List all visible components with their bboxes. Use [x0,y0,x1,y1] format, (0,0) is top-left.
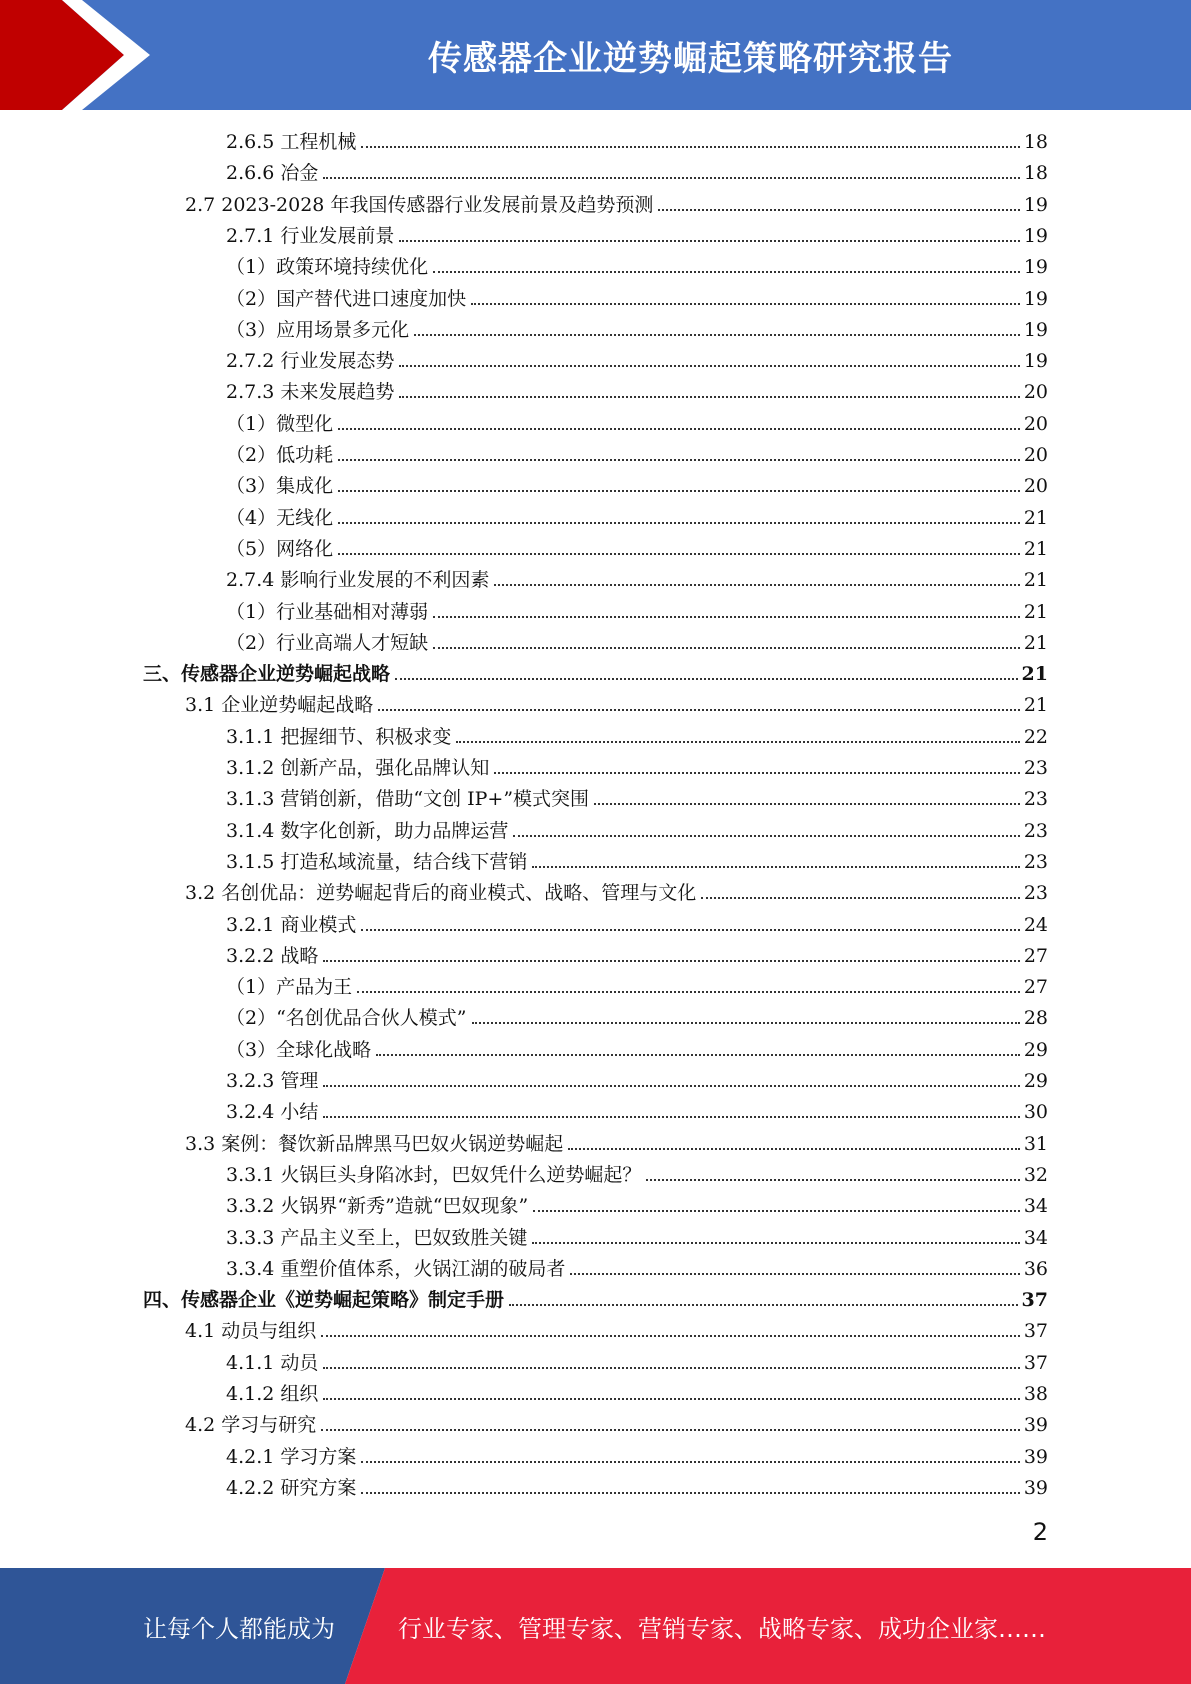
toc-entry[interactable] [185,690,1048,721]
toc-dot-leader [414,333,1020,336]
toc-entry[interactable] [226,284,1048,315]
toc-entry-title: 3.2.2 战略 [226,944,319,967]
toc-dot-leader [338,458,1020,461]
toc-dot-leader [399,364,1019,367]
toc-entry-page: 39 [1023,1445,1048,1468]
toc-dot-leader [361,145,1019,148]
toc-entry-page: 23 [1023,819,1048,842]
toc-entry[interactable] [226,1223,1048,1254]
toc-entry[interactable] [226,534,1048,565]
toc-dot-leader [395,677,1018,680]
toc-dot-leader [338,489,1020,492]
toc-entry-title: （2）低功耗 [226,444,334,466]
toc-dot-leader [570,1272,1019,1275]
toc-entry-page: 39 [1023,1476,1048,1499]
toc-entry[interactable] [143,1285,1048,1316]
toc-dot-leader [533,1209,1020,1212]
toc-entry-title: 三、传感器企业逆势崛起战略 [143,663,391,686]
toc-dot-leader [338,521,1020,524]
toc-entry-title: 2.6.6 冶金 [226,162,319,185]
toc-entry-title: 2.7.1 行业发展前景 [226,224,395,247]
toc-dot-leader [338,552,1020,555]
toc-dot-leader [513,834,1019,837]
toc-entry[interactable] [226,1191,1048,1222]
toc-dot-leader [701,896,1020,899]
toc-entry-title: 3.3.2 火锅界“新秀”造就“巴奴现象” [226,1195,529,1218]
toc-dot-leader [323,176,1019,179]
toc-entry-title: （1）产品为王 [226,976,353,999]
toc-dot-leader [399,239,1019,242]
toc-entry[interactable] [226,1003,1048,1034]
toc-entry[interactable] [226,471,1048,502]
toc-entry-page: 37 [1023,1351,1048,1374]
toc-dot-leader [321,1428,1020,1431]
toc-dot-leader [494,583,1019,586]
toc-entry[interactable] [226,1097,1048,1128]
toc-entry-title: （1）政策环境持续优化 [226,256,429,279]
footer-slogan: 让每个人都能成为 [143,1614,335,1643]
toc-dot-leader [532,865,1019,868]
toc-entry-page: 30 [1023,1101,1048,1124]
toc-entry-page: 37 [1021,1289,1048,1312]
toc-entry[interactable] [226,409,1048,440]
toc-entry-title: 3.3.1 火锅巨头身陷冰封，巴奴凭什么逆势崛起？ [226,1163,642,1186]
toc-entry-page: 18 [1023,162,1048,185]
toc-entry[interactable] [226,440,1048,471]
toc-entry-page: 27 [1023,976,1048,999]
toc-dot-leader [646,1178,1019,1181]
toc-dot-leader [361,1460,1019,1463]
toc-entry-title: （3）应用场景多元化 [226,318,410,341]
toc-entry-title: （1）微型化 [226,412,334,435]
toc-entry-title: 四、传感器企业《逆势崛起策略》制定手册 [143,1289,505,1312]
toc-entry-title: 2.7.4 影响行业发展的不利因素 [226,569,490,592]
toc-entry[interactable] [226,1442,1048,1473]
toc-dot-leader [456,740,1019,743]
toc-dot-leader [594,802,1020,805]
toc-entry-title: 4.2.1 学习方案 [226,1445,357,1468]
toc-entry-page: 28 [1023,1007,1048,1030]
toc-entry[interactable] [226,753,1048,784]
toc-dot-leader [472,1021,1020,1024]
toc-entry-page: 19 [1023,350,1048,373]
toc-dot-leader [399,395,1019,398]
toc-entry-page: 32 [1023,1163,1048,1186]
toc-dot-leader [433,270,1020,273]
toc-entry-page: 23 [1023,788,1048,811]
toc-entry-page: 21 [1023,631,1048,654]
toc-entry-title: 3.2.1 商业模式 [226,913,357,936]
toc-entry[interactable] [226,1348,1048,1379]
toc-dot-leader [323,1115,1019,1118]
toc-entry[interactable] [185,190,1048,221]
toc-entry-page: 34 [1023,1195,1048,1218]
toc-entry-title: （3）全球化战略 [226,1038,372,1061]
toc-entry[interactable] [226,221,1048,252]
toc-entry-title: 3.1.2 创新产品，强化品牌认知 [226,757,490,779]
toc-entry-title: 3.2.4 小结 [226,1101,319,1124]
toc-dot-leader [361,1491,1019,1494]
toc-entry[interactable] [226,158,1048,189]
toc-entry-page: 29 [1023,1070,1048,1092]
toc-entry-page: 21 [1023,537,1048,560]
toc-dot-leader [321,1334,1020,1337]
toc-entry[interactable] [226,1035,1048,1066]
toc-entry-page: 22 [1023,725,1048,748]
toc-dot-leader [323,959,1019,962]
toc-entry[interactable] [226,252,1048,283]
toc-entry-title: （4）无线化 [226,506,334,529]
toc-entry[interactable] [226,816,1048,847]
toc-entry-page: 19 [1023,193,1048,216]
toc-entry-page: 19 [1023,287,1048,310]
toc-entry-page: 38 [1023,1383,1048,1405]
toc-entry-title: 3.3.3 产品主义至上，巴奴致胜关键 [226,1226,528,1249]
toc-entry[interactable] [226,628,1048,659]
toc-entry-page: 18 [1023,131,1048,153]
toc-entry-title: 3.2.3 管理 [226,1070,319,1092]
toc-entry-page: 23 [1023,757,1048,779]
toc-entry-title: （2）国产替代进口速度加快 [226,287,467,310]
toc-entry[interactable] [185,1129,1048,1160]
toc-entry-page: 19 [1023,318,1048,341]
toc-entry-page: 23 [1023,882,1048,905]
toc-entry[interactable] [226,972,1048,1003]
toc-entry-title: 4.2 学习与研究 [185,1414,317,1437]
toc-entry[interactable] [185,1410,1048,1441]
toc-entry-title: 2.6.5 工程机械 [226,131,357,153]
toc-entry-page: 29 [1023,1038,1048,1061]
toc-entry-page: 34 [1023,1226,1048,1249]
toc-dot-leader [376,1053,1020,1056]
toc-entry[interactable] [226,565,1048,596]
toc-dot-leader [433,646,1020,649]
toc-entry-title: 4.1 动员与组织 [185,1320,317,1343]
toc-entry-title: 3.1 企业逆势崛起战略 [185,694,374,717]
toc-dot-leader [433,615,1020,618]
toc-entry-title: 3.1.4 数字化创新，助力品牌运营 [226,819,509,842]
toc-entry-page: 19 [1023,224,1048,247]
toc-entry[interactable] [226,597,1048,628]
toc-entry[interactable] [226,1473,1048,1504]
toc-entry[interactable] [226,784,1048,815]
toc-dot-leader [494,771,1019,774]
toc-entry-title: （2）“名创优品合伙人模式” [226,1007,467,1030]
toc-entry[interactable] [185,1316,1048,1347]
toc-entry-page: 19 [1023,256,1048,279]
toc-entry-title: 4.1.2 组织 [226,1383,319,1405]
toc-entry-title: 4.1.1 动员 [226,1351,319,1374]
toc-entry[interactable] [226,1160,1048,1191]
toc-entry[interactable] [226,1254,1048,1285]
toc-entry-page: 36 [1023,1257,1048,1280]
toc-entry-page: 21 [1023,506,1048,529]
toc-entry-title: 3.3.4 重塑价值体系，火锅江湖的破局者 [226,1257,566,1280]
toc-dot-leader [471,302,1020,305]
toc-entry[interactable] [185,878,1048,909]
toc-dot-leader [338,427,1020,430]
toc-entry-title: 3.2 名创优品：逆势崛起背后的商业模式、战略、管理与文化 [185,882,697,905]
toc-entry-page: 37 [1023,1320,1048,1343]
toc-dot-leader [568,1147,1020,1150]
toc-entry-title: （2）行业高端人才短缺 [226,631,429,654]
page-footer [0,1568,1191,1684]
toc-entry-title: 3.1.3 营销创新，借助“文创 IP+”模式突围 [226,788,590,811]
toc-entry-title: 2.7.2 行业发展态势 [226,350,395,373]
toc-entry[interactable] [226,1066,1048,1097]
toc-entry-page: 20 [1023,412,1048,435]
toc-dot-leader [323,1366,1019,1369]
toc-dot-leader [509,1303,1018,1306]
header-arrow-decoration [0,0,150,110]
toc-entry-title: 3.3 案例：餐饮新品牌黑马巴奴火锅逆势崛起 [185,1132,564,1155]
toc-entry[interactable] [226,377,1048,408]
toc-entry[interactable] [226,847,1048,878]
toc-entry-title: （3）集成化 [226,475,334,498]
toc-entry-title: 2.7.3 未来发展趋势 [226,381,395,404]
report-title: 传感器企业逆势崛起策略研究报告 [428,38,953,79]
toc-entry-page: 21 [1023,569,1048,592]
toc-dot-leader [361,928,1019,931]
page-header [0,0,1191,110]
toc-entry[interactable] [143,659,1048,690]
toc-entry-title: 3.1.5 打造私域流量，结合线下营销 [226,850,528,873]
toc-entry-page: 24 [1023,913,1048,936]
page-number: 2 [1032,1518,1048,1546]
toc-dot-leader [357,990,1020,993]
footer-expert-list: 行业专家、管理专家、营销专家、战略专家、成功企业家…… [398,1614,1046,1643]
toc-entry-page: 23 [1023,850,1048,873]
toc-entry-title: 2.7 2023-2028 年我国传感器行业发展前景及趋势预测 [185,193,654,216]
toc-entry[interactable] [226,346,1048,377]
toc-dot-leader [323,1084,1019,1087]
toc-entry-page: 27 [1023,944,1048,967]
toc-entry-title: （1）行业基础相对薄弱 [226,600,429,623]
toc-entry-title: 3.1.1 把握细节、积极求变 [226,725,452,748]
toc-dot-leader [532,1241,1019,1244]
toc-entry[interactable] [226,127,1048,158]
toc-entry-page: 31 [1023,1132,1048,1155]
toc-dot-leader [658,208,1019,211]
toc-entry-page: 21 [1023,694,1048,717]
toc-entry[interactable] [226,315,1048,346]
toc-entry-page: 39 [1023,1414,1048,1437]
toc-entry-page: 20 [1023,381,1048,404]
toc-entry[interactable] [226,910,1048,941]
toc-entry[interactable] [226,941,1048,972]
toc-entry-page: 21 [1023,600,1048,623]
toc-entry-title: （5）网络化 [226,537,334,560]
toc-entry[interactable] [226,722,1048,753]
toc-entry[interactable] [226,503,1048,534]
toc-entry-page: 20 [1023,444,1048,466]
toc-entry[interactable] [226,1379,1048,1410]
toc-dot-leader [323,1397,1019,1400]
toc-entry-page: 21 [1021,663,1048,686]
toc-entry-title: 4.2.2 研究方案 [226,1476,357,1499]
toc-entry-page: 20 [1023,475,1048,498]
toc-dot-leader [378,708,1020,711]
